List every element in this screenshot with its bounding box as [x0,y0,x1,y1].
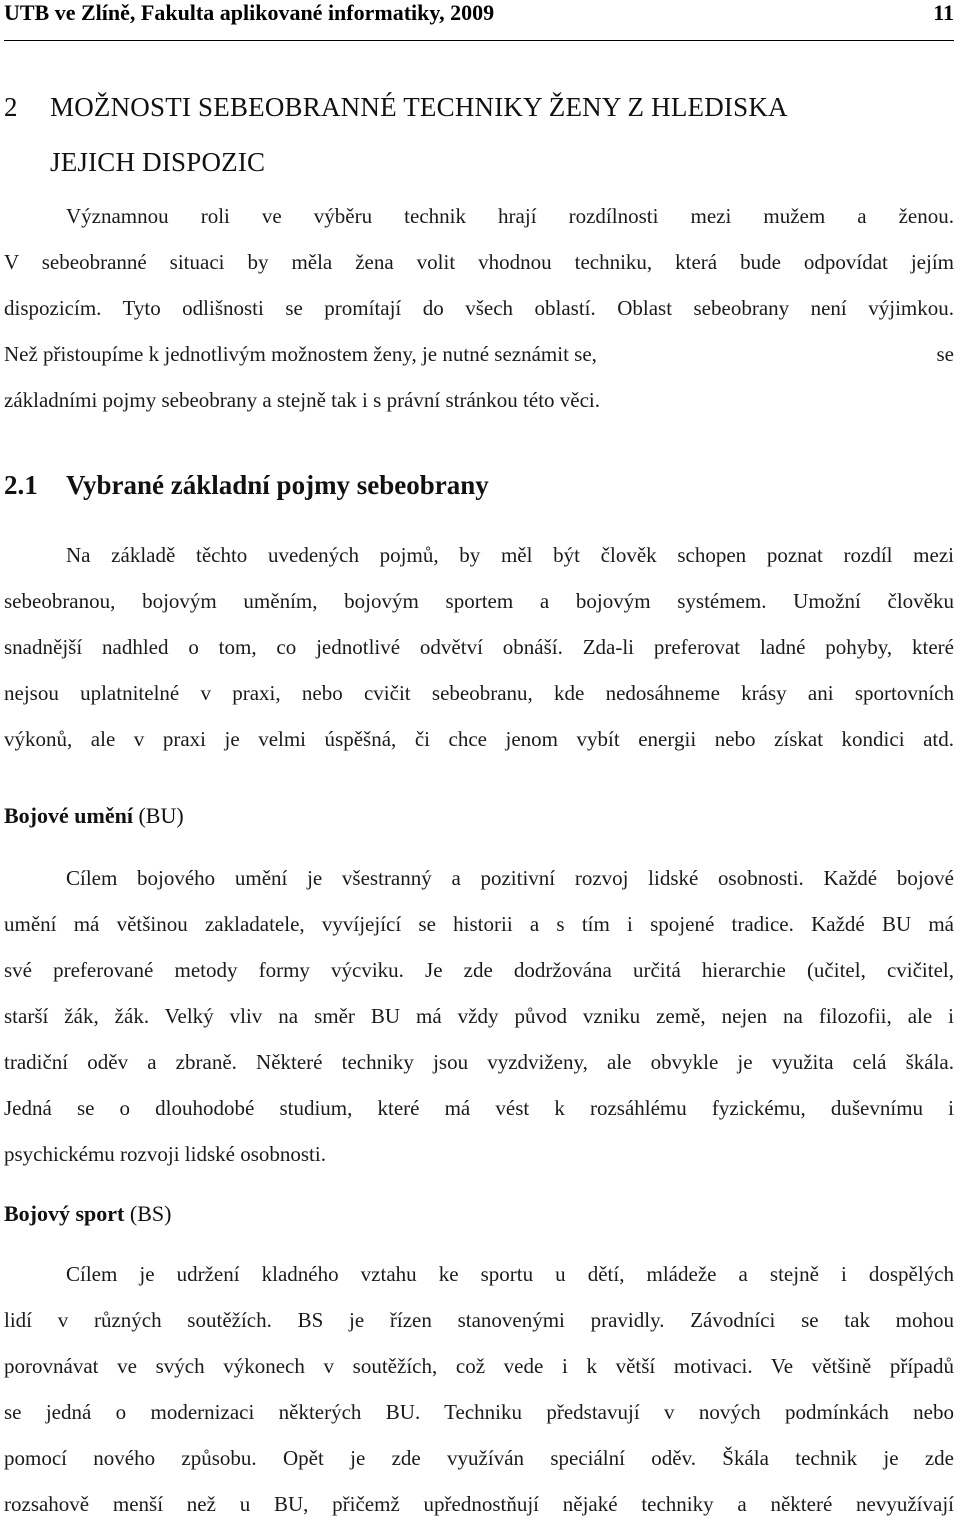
paragraph-line: psychickému rozvoji lidské osobnosti. [4,1142,326,1166]
paragraph-line: Jedná se o dlouhodobé studium, které má vést k rozsáhlému fyzickému, duševnímu i [4,1096,954,1120]
paragraph-line: Na základě těchto uvedených pojmů, by měl být člověk schopen poznat rozdíl mezi [66,543,954,567]
paragraph-line: pomocí nového způsobu. Opět je zde využíván speciální oděv. Škála technik je zde [4,1446,954,1470]
paragraph-line: umění má většinou zakladatele, vyvíjející se historii a s tím i spojené tradice. Každé BU má [4,912,954,936]
chapter-number: 2 [4,92,18,122]
paragraph-line: základními pojmy sebeobrany a stejně tak i s právní stránkou této věci. [4,388,600,412]
paragraph-line: tradiční oděv a zbraně. Některé techniky jsou vyzdviženy, ale obvykle je využita celá škála. [4,1050,954,1074]
paragraph-line-text: Než přistoupíme k jednotlivým možnostem ženy, je nutné seznámit se, [4,342,597,366]
bu-heading-title: Bojové umění [4,803,133,828]
paragraph-line [4,331,954,377]
page-header [4,0,954,41]
bu-heading [4,803,184,829]
chapter-heading [4,80,944,190]
section-heading [4,470,489,501]
paragraph-line: porovnávat ve svých výkonech v soutěžích, což vede i k větší motivaci. Ve většině případů [4,1354,954,1378]
paragraph-line: výkonů, ale v praxi je velmi úspěšná, či chce jenom vybít energii nebo získat kondici atd. [4,727,954,751]
header-title: UTB ve Zlíně, Fakulta aplikované informatiky, 2009 [4,0,495,25]
paragraph-line: se jedná o modernizaci některých BU. Techniku představují v nových podmínkách nebo [4,1400,954,1424]
paragraph-line: dispozicím. Tyto odlišnosti se promítají do všech oblastí. Oblast sebeobrany není výjimkou. [4,296,954,320]
paragraph-line-tail: se [936,342,954,366]
section-title: Vybrané základní pojmy sebeobrany [66,470,489,500]
section-paragraph [4,532,954,762]
page-number: 11 [933,0,954,25]
paragraph-line: V sebeobranné situaci by měla žena volit vhodnou techniku, která bude odpovídat jejím [4,250,954,274]
paragraph-line: Cílem bojového umění je všestranný a pozitivní rozvoj lidské osobnosti. Každé bojové [66,866,954,890]
bs-heading-title: Bojový sport [4,1201,125,1226]
paragraph-line: starší žák, žák. Velký vliv na směr BU má vždy původ vzniku země, nejen na filozofii, ale i [4,1004,954,1028]
bu-heading-abbr: (BU) [138,803,184,828]
paragraph-line: snadnější nadhled o tom, co jednotlivé odvětví obnáší. Zda-li preferovat ladné pohyby, které [4,635,954,659]
paragraph-line: lidí v různých soutěžích. BS je řízen stanovenými pravidly. Závodníci se tak mohou [4,1308,954,1332]
chapter-title-line2: JEJICH DISPOZIC [50,147,266,177]
section-number: 2.1 [4,470,38,500]
bs-heading-abbr: (BS) [129,1201,172,1226]
paragraph-line: sebeobranou, bojovým uměním, bojovým sportem a bojovým systémem. Umožní člověku [4,589,954,613]
bs-heading [4,1201,171,1227]
paragraph-line: Významnou roli ve výběru technik hrají rozdílnosti mezi mužem a ženou. [66,204,954,228]
bs-paragraph [4,1251,954,1527]
intro-paragraph [4,193,954,423]
paragraph-line: rozsahově menší než u BU, přičemž upřednostňují nějaké techniky a některé nevyužívají [4,1492,954,1516]
chapter-title-line1: MOŽNOSTI SEBEOBRANNÉ TECHNIKY ŽENY Z HLEDISKA [50,92,788,122]
paragraph-line: Cílem je udržení kladného vztahu ke sportu u dětí, mládeže a stejně i dospělých [66,1262,954,1286]
paragraph-line: své preferované metody formy výcviku. Je zde dodržována určitá hierarchie (učitel, cvičitel, [4,958,954,982]
paragraph-line: nejsou uplatnitelné v praxi, nebo cvičit sebeobranu, kde nedosáhneme krásy ani sportovních [4,681,954,705]
bu-paragraph [4,855,954,1177]
